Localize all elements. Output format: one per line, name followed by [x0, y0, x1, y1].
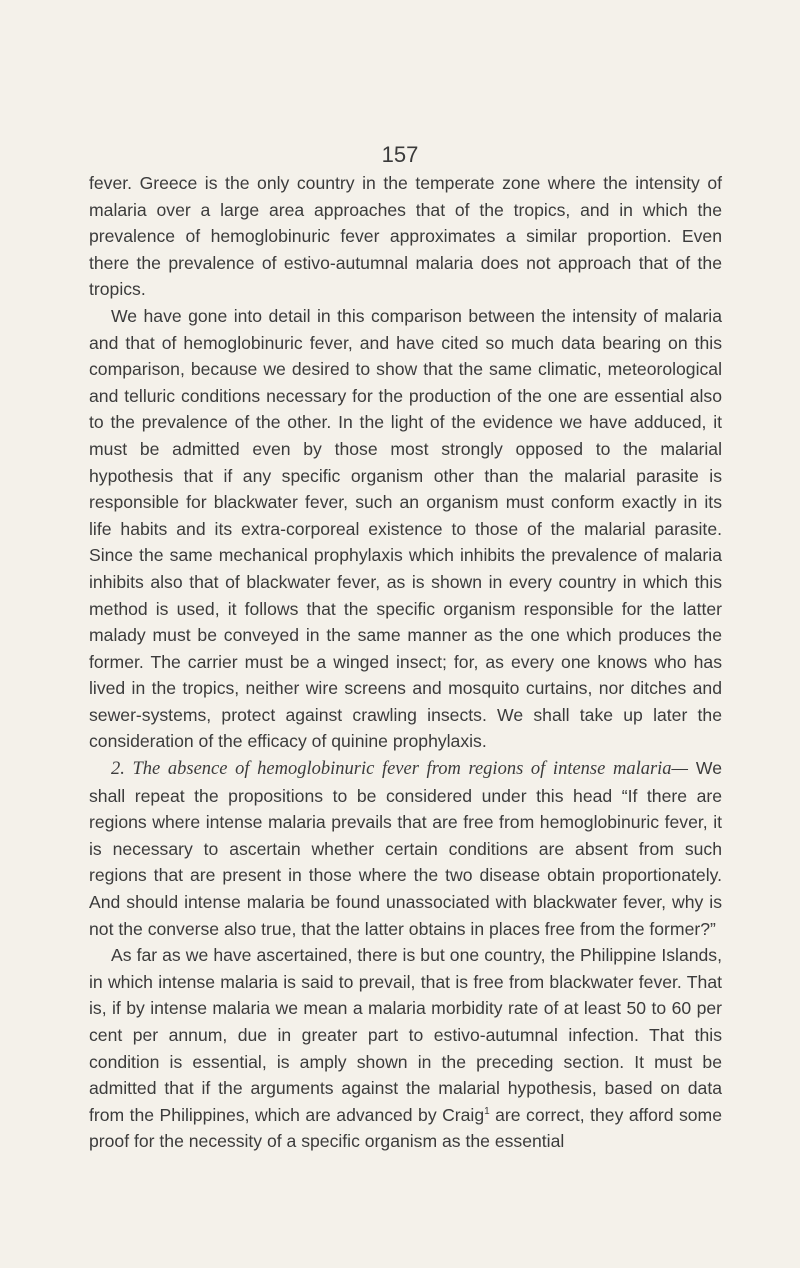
paragraph-4 [89, 942, 722, 1155]
paragraph-1: fever. Greece is the only country in the temperate zone where the intensity of malaria over a large area approaches that of the tropics, and in which the prevalence of hemoglobinuric fever approximates a similar proportion. Even there the prevalence of estivo-autumnal malaria does not approach that of the tropics. [89, 173, 722, 300]
page-number: 157 [381, 142, 419, 167]
footnote-reference: 1 [484, 1105, 490, 1117]
paragraph-4-text-after: are correct, they afford some proof for the necessity of a specific organism as the essential [89, 1104, 722, 1152]
paragraph-3 [89, 755, 722, 942]
paragraph-4-text-before: As far as we have ascertained, there is but one country, the Philippine Islands, in which intense malaria is said to prevail, that is free from blackwater fever. That is, if by intense malaria we mean a malaria morbidity rate of at least 50 to 60 per cent per annum, due in greater part to estivo-autumnal infection. That this condition is essential, is amply shown in the preceding section. It must be admitted that if the arguments against the malarial hypothesis, based on data from the Philippines, which are advanced by Craig [89, 945, 722, 1125]
paragraph-3-text: We shall repeat the propositions to be considered under this head “If there are regions where intense malaria prevails that are free from hemoglobinuric fever, it is necessary to ascertain whether certain conditions are absent from such regions that are present in those where the two disease obtain proportionately. And should intense malaria be found unassociated with blackwater fever, why is not the converse also true, that the latter obtains in places free from the former?” [89, 758, 722, 939]
paragraph-2: We have gone into detail in this comparison between the intensity of malaria and that of hemoglobinuric fever, and have cited so much data bearing on this comparison, because we desired to show that the same climatic, meteorological and telluric conditions necessary for the production of the one are essential also to the prevalence of the other. In the light of the evidence we have adduced, it must be admitted even by those most strongly opposed to the malarial hypothesis that if any specific organism other than the malarial parasite is responsible for blackwater fever, such an organism must conform exactly in its life habits and its extra-corporeal existence to those of the malarial parasite. Since the same mechanical prophylaxis which inhibits the prevalence of malaria inhibits also that of blackwater fever, as is shown in every country in which this method is used, it follows that the specific organism responsible for the latter malady must be conveyed in the same manner as the one which produces the former. The carrier must be a winged insect; for, as every one knows who has lived in the tropics, neither wire screens and mosquito curtains, nor ditches and sewer-systems, protect against crawling insects. We shall take up later the consideration of the efficacy of quinine prophylaxis. [89, 305, 722, 752]
body-text [89, 170, 722, 1155]
section-heading: 2. The absence of hemoglobinuric fever from regions of intense malaria— [111, 759, 689, 780]
